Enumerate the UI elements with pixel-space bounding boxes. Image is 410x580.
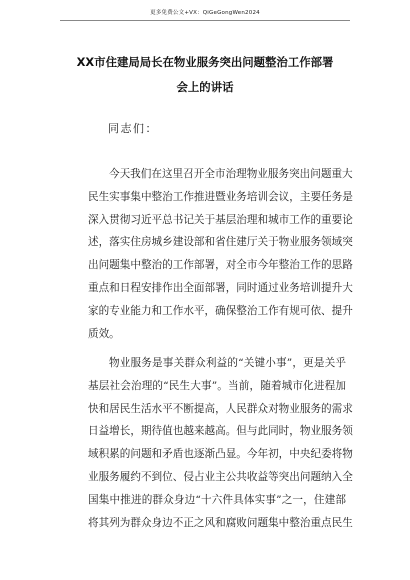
paragraph-line: 将其列为群众身边不正之风和腐败问题集中整治重点民生: [88, 516, 353, 529]
salutation: 同志们：: [108, 122, 158, 135]
paragraph-line: 物业服务是事关群众利益的“关键小事”，更是关乎: [109, 357, 346, 369]
header-note: 更多免费公文+VX：QiGeGongWen2024: [150, 10, 260, 16]
paragraph-line: 述，落实住房城乡建设部和省住建厅关于物业服务领域突: [88, 236, 353, 249]
body-paragraph: [88, 163, 353, 345]
body-paragraph: [88, 352, 353, 534]
paragraph-line: 快和居民生活水平不断提高，人民群众对物业服务的需求: [88, 402, 353, 415]
paragraph-line: 业服务履约不到位、侵占业主公共收益等突出问题纳入全: [88, 470, 353, 483]
paragraph-line: 质效。: [88, 327, 120, 340]
paragraph-line: 基层社会治理的“民生大事”。当前，随着城市化进程加: [88, 379, 346, 392]
header-divider: [60, 20, 350, 21]
title-line: XX市住建局局长在物业服务突出问题整治工作部署: [76, 55, 334, 69]
paragraph-line: 日益增长，期待值也越来越高。但与此同时，物业服务领: [88, 425, 353, 438]
paragraph-line: 国集中推进的群众身边“十六件具体实事”之一，住建部: [88, 493, 346, 506]
paragraph-line: 民生实事集中整治工作推进暨业务培训会议，主要任务是: [88, 190, 353, 203]
paragraph-line: 家的专业能力和工作水平，确保整治工作有规可依、提升: [88, 304, 353, 317]
paragraph-line: 重点和日程安排作出全面部署，同时通过业务培训提升大: [88, 281, 353, 294]
paragraph-line: 今天我们在这里召开全市治理物业服务突出问题重大: [109, 168, 353, 180]
paragraph-line: 深入贯彻习近平总书记关于基层治理和城市工作的重要论: [88, 213, 353, 226]
document-title: [60, 50, 350, 100]
paragraph-line: 域积累的问题和矛盾也逐渐凸显。今年初，中央纪委将物: [88, 448, 353, 461]
title-line: 会上的讲话: [176, 80, 234, 94]
paragraph-line: 出问题集中整治的工作部署，对全市今年整治工作的思路: [88, 259, 353, 272]
